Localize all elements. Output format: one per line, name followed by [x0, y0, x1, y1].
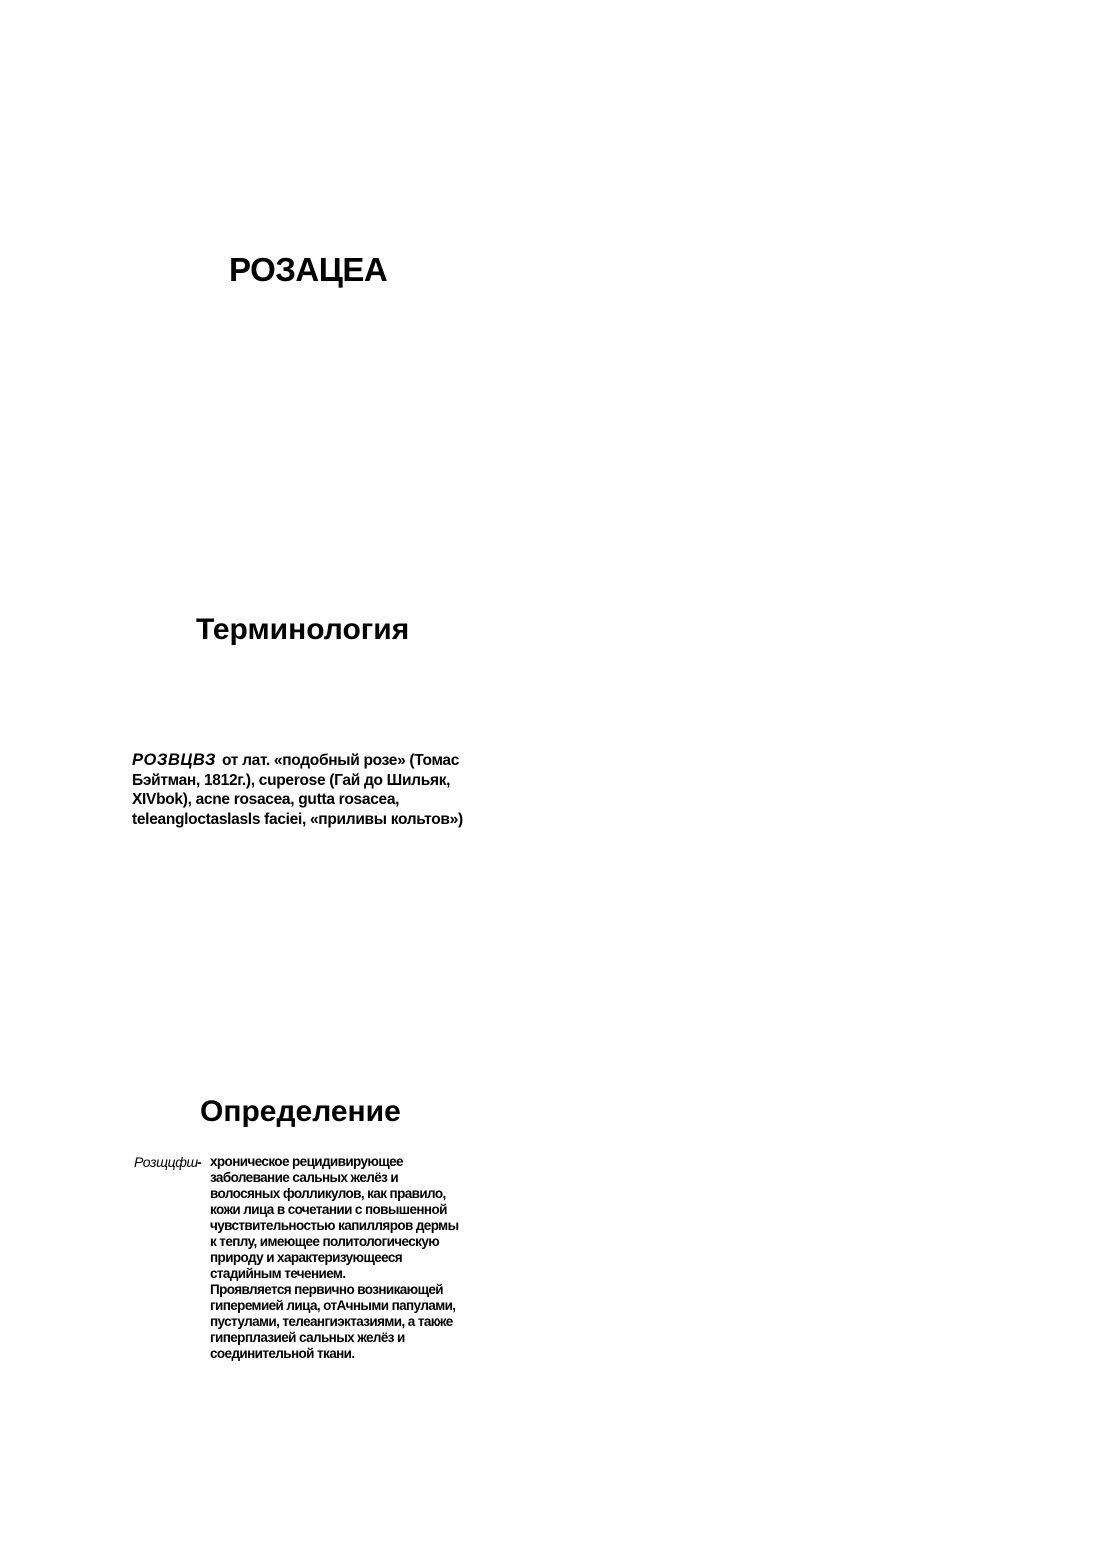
definition-text: хроническое рецидивирующее заболевание сальных желёз и волосяных фолликулов, как правило, кожи лица в сочетании с повышенной чувствительностью капилляров дермы к теплу, имеющее политологическую природу и характеризующееся стадийным течением. Проявляется первично возникающей гиперемией лица, отАчными папулами, пустулами, телеангиэктазиями, а также гиперплазией сальных желёз и соединительной ткани.	[210, 1154, 459, 1361]
terminology-paragraph	[132, 751, 477, 829]
terminology-term: РОЗВЦВЗ	[132, 751, 216, 769]
definition-dash: -	[197, 1154, 202, 1170]
definition-term: Розщцфш	[134, 1154, 198, 1170]
definition-heading: Определение	[200, 1095, 401, 1128]
terminology-heading: Терминология	[196, 613, 410, 646]
page-title: РОЗАЦЕА	[229, 251, 388, 288]
terminology-text: от лат. «подобный розе» (Томас Бэйтман, 1812г.), cuperose (Гай до Шильяк, XIVbok), acne rosacea, gutta rosacea, teleangloctaslasls faciei, «приливы кольтов»)	[132, 752, 463, 828]
